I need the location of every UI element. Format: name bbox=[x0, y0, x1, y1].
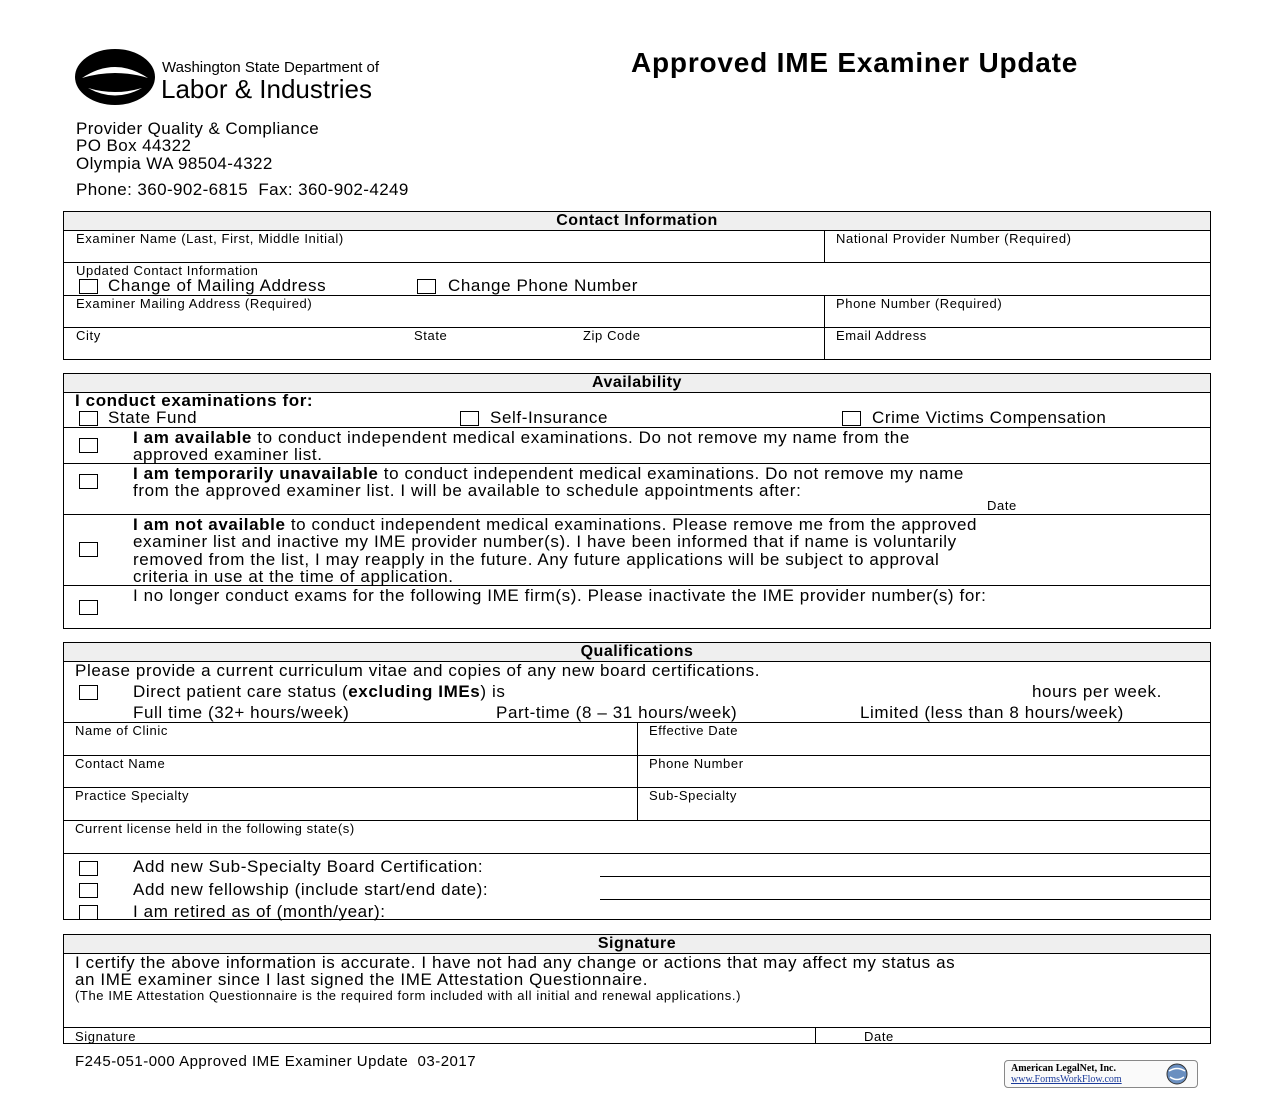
hours-per-week-label: hours per week. bbox=[1032, 682, 1162, 701]
not-line1: I am not available to conduct independent medical examinations. Please remove me from the approved bbox=[133, 515, 978, 534]
form-id: F245-051-000 Approved IME Examiner Update 03-2017 bbox=[75, 1053, 477, 1070]
signature-line[interactable] bbox=[64, 1027, 1210, 1028]
add-fellowship-checkbox[interactable] bbox=[79, 883, 98, 898]
row-temp-unavailable bbox=[64, 464, 1210, 515]
address-line-2: PO Box 44322 bbox=[76, 136, 192, 155]
add-fellowship-label: Add new fellowship (include start/end date): bbox=[133, 880, 489, 899]
firm-label: I no longer conduct exams for the following IME firm(s). Please inactivate the IME provider number(s) for: bbox=[133, 586, 987, 605]
row-updated-contact bbox=[64, 263, 1210, 296]
row-specialty bbox=[64, 788, 1210, 821]
signature-date-divider bbox=[815, 1027, 816, 1044]
address-line-3: Olympia WA 98504-4322 bbox=[76, 154, 273, 173]
examiner-name-label: Examiner Name (Last, First, Middle Initial) bbox=[76, 231, 344, 246]
row-license[interactable] bbox=[64, 821, 1210, 854]
row-provide bbox=[64, 661, 1210, 723]
qual-phone-label: Phone Number bbox=[649, 756, 744, 771]
retired-label: I am retired as of (month/year): bbox=[133, 902, 386, 921]
state-fund-checkbox[interactable] bbox=[79, 411, 98, 426]
row-firm bbox=[64, 586, 1210, 629]
change-phone-checkbox[interactable] bbox=[417, 279, 436, 294]
direct-care-label: Direct patient care status (excluding IMEs) is bbox=[133, 682, 506, 701]
row-available bbox=[64, 428, 1210, 464]
add-board-line[interactable] bbox=[600, 876, 1210, 877]
effective-date-label: Effective Date bbox=[649, 723, 739, 738]
provide-label: Please provide a current curriculum vitae and copies of any new board certifications. bbox=[75, 661, 761, 680]
row-add-items bbox=[64, 854, 1210, 920]
row-contact-name bbox=[64, 756, 1210, 788]
specialty-field[interactable] bbox=[64, 788, 638, 820]
row-conduct-for bbox=[64, 392, 1210, 428]
row-not-available bbox=[64, 515, 1210, 586]
not-line3: removed from the list, I may reapply in the future. Any future applications will be subject to approval bbox=[133, 550, 940, 569]
examiner-name-field[interactable] bbox=[64, 230, 825, 262]
lni-logo bbox=[74, 48, 156, 106]
address-line-1: Provider Quality & Compliance bbox=[76, 119, 320, 138]
signature-section bbox=[63, 934, 1211, 1044]
not-available-checkbox[interactable] bbox=[79, 542, 98, 557]
available-line2: approved examiner list. bbox=[133, 445, 323, 464]
mailing-address-label: Examiner Mailing Address (Required) bbox=[76, 296, 313, 311]
firm-checkbox[interactable] bbox=[79, 600, 98, 615]
contact-heading: Contact Information bbox=[64, 212, 1210, 231]
zip-label: Zip Code bbox=[583, 328, 641, 343]
legalnet-badge[interactable] bbox=[1004, 1060, 1198, 1088]
org-name-line2: Labor & Industries bbox=[161, 74, 373, 104]
self-insurance-checkbox[interactable] bbox=[460, 411, 479, 426]
qual-phone-field[interactable] bbox=[638, 756, 1210, 787]
specialty-label: Practice Specialty bbox=[75, 788, 190, 803]
phone-required-field[interactable] bbox=[825, 296, 1210, 327]
license-label: Current license held in the following state(s) bbox=[75, 821, 355, 836]
add-board-label: Add new Sub-Specialty Board Certification: bbox=[133, 857, 484, 876]
org-name-line1: Washington State Department of bbox=[162, 59, 380, 76]
change-phone-label: Change Phone Number bbox=[448, 276, 639, 295]
part-time-label: Part-time (8 – 31 hours/week) bbox=[496, 703, 738, 722]
direct-care-checkbox[interactable] bbox=[79, 685, 98, 700]
signature-heading: Signature bbox=[64, 935, 1210, 954]
globe-icon bbox=[1165, 1063, 1189, 1085]
certify-line1: I certify the above information is accurate. I have not had any change or actions that may affect my status as bbox=[75, 953, 956, 972]
limited-label: Limited (less than 8 hours/week) bbox=[860, 703, 1124, 722]
contact-section bbox=[63, 211, 1211, 360]
email-field[interactable] bbox=[825, 328, 1210, 360]
availability-heading: Availability bbox=[64, 374, 1210, 393]
crime-victims-checkbox[interactable] bbox=[842, 411, 861, 426]
signature-label: Signature bbox=[75, 1029, 137, 1044]
not-line4: criteria in use at the time of application. bbox=[133, 567, 454, 586]
availability-section bbox=[63, 373, 1211, 629]
temp-unavailable-checkbox[interactable] bbox=[79, 474, 98, 489]
certify-line2: an IME examiner since I last signed the IME Attestation Questionnaire. bbox=[75, 970, 649, 989]
row-city bbox=[64, 328, 1210, 360]
form-title: Approved IME Examiner Update bbox=[631, 47, 1079, 78]
phone-fax: Phone: 360-902-6815 Fax: 360-902-4249 bbox=[76, 180, 409, 199]
crime-victims-label: Crime Victims Compensation bbox=[872, 408, 1107, 427]
temp-line1: I am temporarily unavailable to conduct independent medical examinations. Do not remove my name bbox=[133, 464, 964, 483]
temp-line2: from the approved examiner list. I will be available to schedule appointments after: bbox=[133, 481, 802, 500]
contact-name-label: Contact Name bbox=[75, 756, 166, 771]
return-date-label: Date bbox=[987, 498, 1017, 513]
full-time-label: Full time (32+ hours/week) bbox=[133, 703, 350, 722]
self-insurance-label: Self-Insurance bbox=[490, 408, 609, 427]
qualifications-section bbox=[63, 642, 1211, 920]
not-line2: examiner list and inactive my IME provider number(s). I have been informed that if name is voluntarily bbox=[133, 532, 957, 551]
effective-date-field[interactable] bbox=[638, 723, 1210, 755]
change-mailing-checkbox[interactable] bbox=[79, 279, 98, 294]
npn-label: National Provider Number (Required) bbox=[836, 231, 1072, 246]
add-fellowship-line[interactable] bbox=[600, 899, 1210, 900]
add-board-checkbox[interactable] bbox=[79, 861, 98, 876]
city-label: City bbox=[76, 328, 101, 343]
available-checkbox[interactable] bbox=[79, 438, 98, 453]
city-field[interactable] bbox=[64, 328, 825, 360]
sub-specialty-label: Sub-Specialty bbox=[649, 788, 738, 803]
updated-contact-label: Updated Contact Information bbox=[76, 263, 259, 278]
row-examiner-name bbox=[64, 230, 1210, 263]
row-mailing bbox=[64, 296, 1210, 328]
badge-line2: www.FormsWorkFlow.com bbox=[1011, 1074, 1122, 1085]
phone-required-label: Phone Number (Required) bbox=[836, 296, 1003, 311]
conduct-for-label: I conduct examinations for: bbox=[75, 391, 314, 410]
row-clinic bbox=[64, 723, 1210, 756]
email-label: Email Address bbox=[836, 328, 927, 343]
state-label: State bbox=[414, 328, 448, 343]
change-mailing-label: Change of Mailing Address bbox=[108, 276, 327, 295]
signature-date-label: Date bbox=[864, 1029, 894, 1044]
qualifications-heading: Qualifications bbox=[64, 643, 1210, 662]
state-fund-label: State Fund bbox=[108, 408, 198, 427]
clinic-field[interactable] bbox=[64, 723, 638, 755]
contact-name-field[interactable] bbox=[64, 756, 638, 787]
attestation-note: (The IME Attestation Questionnaire is the required form included with all initial and renewal applications.) bbox=[75, 988, 741, 1003]
sub-specialty-field[interactable] bbox=[638, 788, 1210, 820]
retired-checkbox[interactable] bbox=[79, 905, 98, 920]
clinic-label: Name of Clinic bbox=[75, 723, 168, 738]
available-line1: I am available to conduct independent medical examinations. Do not remove my name from the bbox=[133, 428, 910, 447]
npn-field[interactable] bbox=[825, 230, 1210, 262]
mailing-address-field[interactable] bbox=[64, 296, 825, 327]
badge-line1: American LegalNet, Inc. bbox=[1011, 1063, 1116, 1074]
